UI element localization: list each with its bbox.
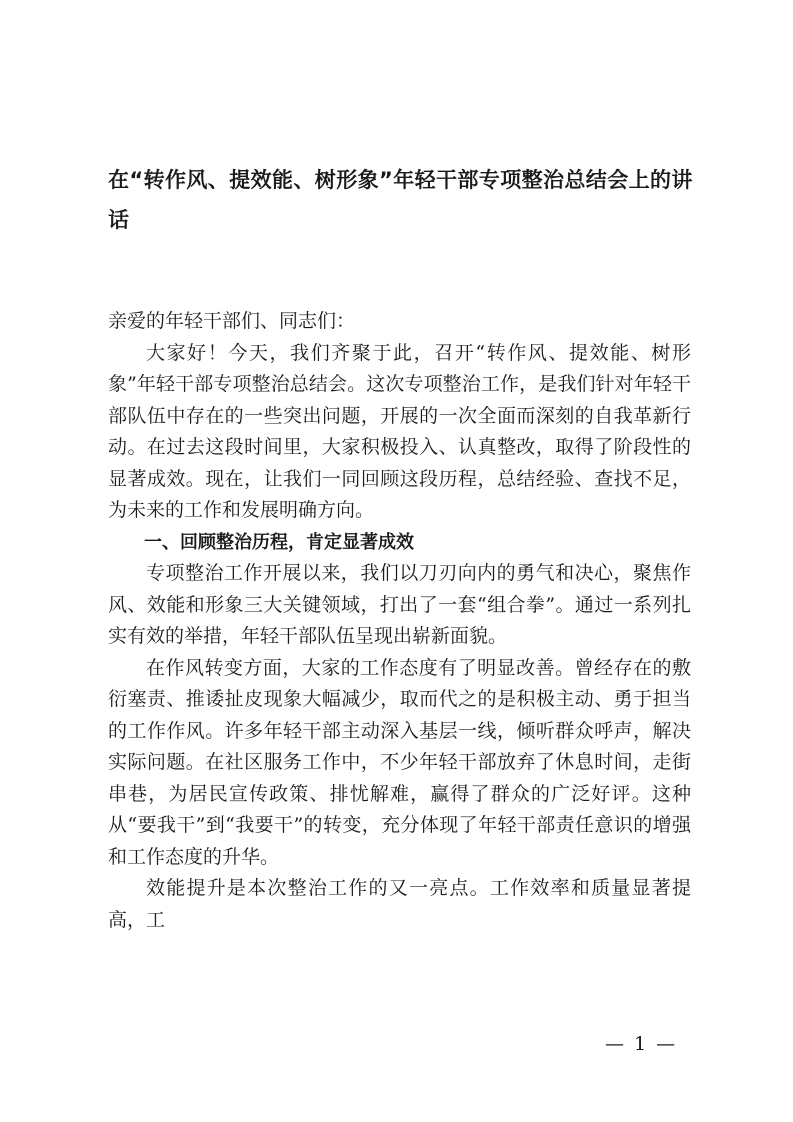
- document-body: [108, 306, 691, 936]
- document-title: 在“转作风、提效能、树形象”年轻干部专项整治总结会上的讲话: [108, 168, 693, 232]
- salutation: 亲爱的年轻干部们、同志们：: [108, 310, 356, 332]
- section1-paragraph-3: 效能提升是本次整治工作的又一亮点。工作效率和质量显著提高，工: [108, 877, 691, 931]
- section-heading-1: 一、回顾整治历程，肯定显著成效: [144, 531, 414, 553]
- section1-paragraph-2: 在作风转变方面，大家的工作态度有了明显改善。曾经存在的敷衍塞责、推诿扯皮现象大幅减少，取而代之的是积极主动、勇于担当的工作作风。许多年轻干部主动深入基层一线，倾听群众呼声，解决实际问题。在社区服务工作中，不少年轻干部放弃了休息时间，走街串巷，为居民宣传政策、排忧解难，赢得了群众的广泛好评。这种从“要我干”到“我要干”的转变，充分体现了年轻干部责任意识的增强和工作态度的升华。: [108, 656, 691, 868]
- section1-paragraph-1: 专项整治工作开展以来，我们以刀刃向内的勇气和决心，聚焦作风、效能和形象三大关键领域，打出了一套“组合拳”。通过一系列扎实有效的举措，年轻干部队伍呈现出崭新面貌。: [108, 562, 691, 647]
- opening-paragraph: 大家好！今天，我们齐聚于此，召开“转作风、提效能、树形象”年轻干部专项整治总结会。这次专项整治工作，是我们针对年轻干部队伍中存在的一些突出问题，开展的一次全面而深刻的自我革新行动。在过去这段时间里，大家积极投入、认真整改，取得了阶段性的显著成效。现在，让我们一同回顾这段历程，总结经验、查找不足，为未来的工作和发展明确方向。: [108, 341, 691, 521]
- page-number: — 1 —: [605, 1033, 678, 1055]
